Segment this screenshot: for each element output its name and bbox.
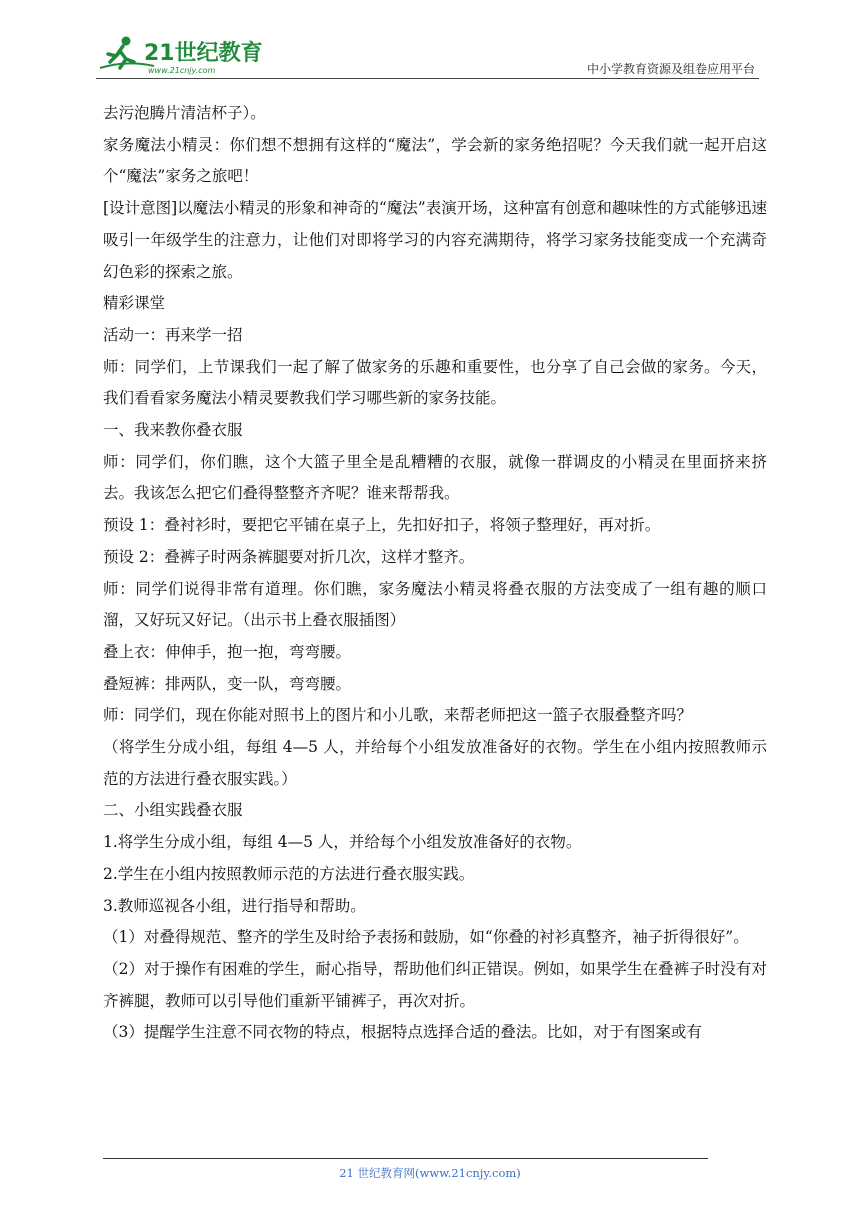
paragraph: [设计意图]以魔法小精灵的形象和神奇的“魔法”表演开场，这种富有创意和趣味性的方式能够迅速吸引一年级学生的注意力，让他们对即将学习的内容充满期待，将学习家务技能变成一个充满奇幻色彩的探索之旅。 <box>103 199 767 281</box>
rhyme-line: 叠上衣：伸伸手，抱一抱，弯弯腰。 <box>103 642 352 661</box>
list-item: 3.教师巡视各小组，进行指导和帮助。 <box>103 896 366 915</box>
paragraph: 去污泡腾片清洁杯子）。 <box>103 104 266 122</box>
paragraph: 家务魔法小精灵：你们想不想拥有这样的“魔法”，学会新的家务绝招呢？今天我们就一起开启这个“魔法”家务之旅吧！ <box>103 135 767 186</box>
paragraph: 预设 1：叠衬衫时，要把它平铺在桌子上，先扣好扣子，将领子整理好，再对折。 <box>103 516 661 535</box>
activity-heading: 活动一：再来学一招 <box>103 325 243 344</box>
rhyme-line: 叠短裤：排两队，变一队，弯弯腰。 <box>103 674 352 693</box>
list-item: 1.将学生分成小组，每组 4—5 人，并给每个小组发放准备好的衣物。 <box>103 833 582 852</box>
subsection-heading: 一、我来教你叠衣服 <box>103 421 243 440</box>
header-divider <box>96 78 759 79</box>
paragraph: 师：同学们，你们瞧，这个大篮子里全是乱糟糟的衣服，就像一群调皮的小精灵在里面挤来挤去。我该怎么把它们叠得整整齐齐呢？谁来帮帮我。 <box>103 452 767 503</box>
footer-divider <box>103 1158 708 1159</box>
svg-text:21世纪教育: 21世纪教育 <box>144 41 263 66</box>
paragraph: 预设 2：叠裤子时两条裤腿要对折几次，这样才整齐。 <box>103 547 475 566</box>
document-body <box>103 98 767 1049</box>
platform-name: 中小学教育资源及组卷应用平台 <box>586 62 755 76</box>
list-item: （1）对叠得规范、整齐的学生及时给予表扬和鼓励，如“你叠的衬衫真整齐，袖子折得很好”。 <box>103 928 749 947</box>
paragraph: 师：同学们说得非常有道理。你们瞧，家务魔法小精灵将叠衣服的方法变成了一组有趣的顺口溜，又好玩又好记。（出示书上叠衣服插图） <box>103 579 767 630</box>
list-item: （3）提醒学生注意不同衣物的特点，根据特点选择合适的叠法。比如，对于有图案或有 <box>103 1023 702 1042</box>
paragraph: （将学生分成小组，每组 4—5 人，并给每个小组发放准备好的衣物。学生在小组内按照教师示范的方法进行叠衣服实践。） <box>103 738 767 788</box>
list-item: （2）对于操作有困难的学生，耐心指导，帮助他们纠正错误。例如，如果学生在叠裤子时没有对齐裤腿，教师可以引导他们重新平铺裤子，再次对折。 <box>103 959 767 1010</box>
section-heading: 精彩课堂 <box>103 294 166 313</box>
list-item: 2.学生在小组内按照教师示范的方法进行叠衣服实践。 <box>103 864 475 883</box>
paragraph: 师：同学们，上节课我们一起了解了做家务的乐趣和重要性，也分享了自己会做的家务。今天，我们看看家务魔法小精灵要教我们学习哪些新的家务技能。 <box>103 357 767 408</box>
subsection-heading: 二、小组实践叠衣服 <box>103 801 243 820</box>
svg-text:www.21cnjy.com: www.21cnjy.com <box>148 66 216 75</box>
footer-text: 21 世纪教育网(www.21cnjy.com) <box>339 1166 521 1180</box>
paragraph: 师：同学们，现在你能对照书上的图片和小儿歌，来帮老师把这一篮子衣服叠整齐吗？ <box>103 706 693 725</box>
page-header <box>96 30 759 80</box>
logo <box>96 32 266 76</box>
runner-logo-icon <box>96 32 266 76</box>
